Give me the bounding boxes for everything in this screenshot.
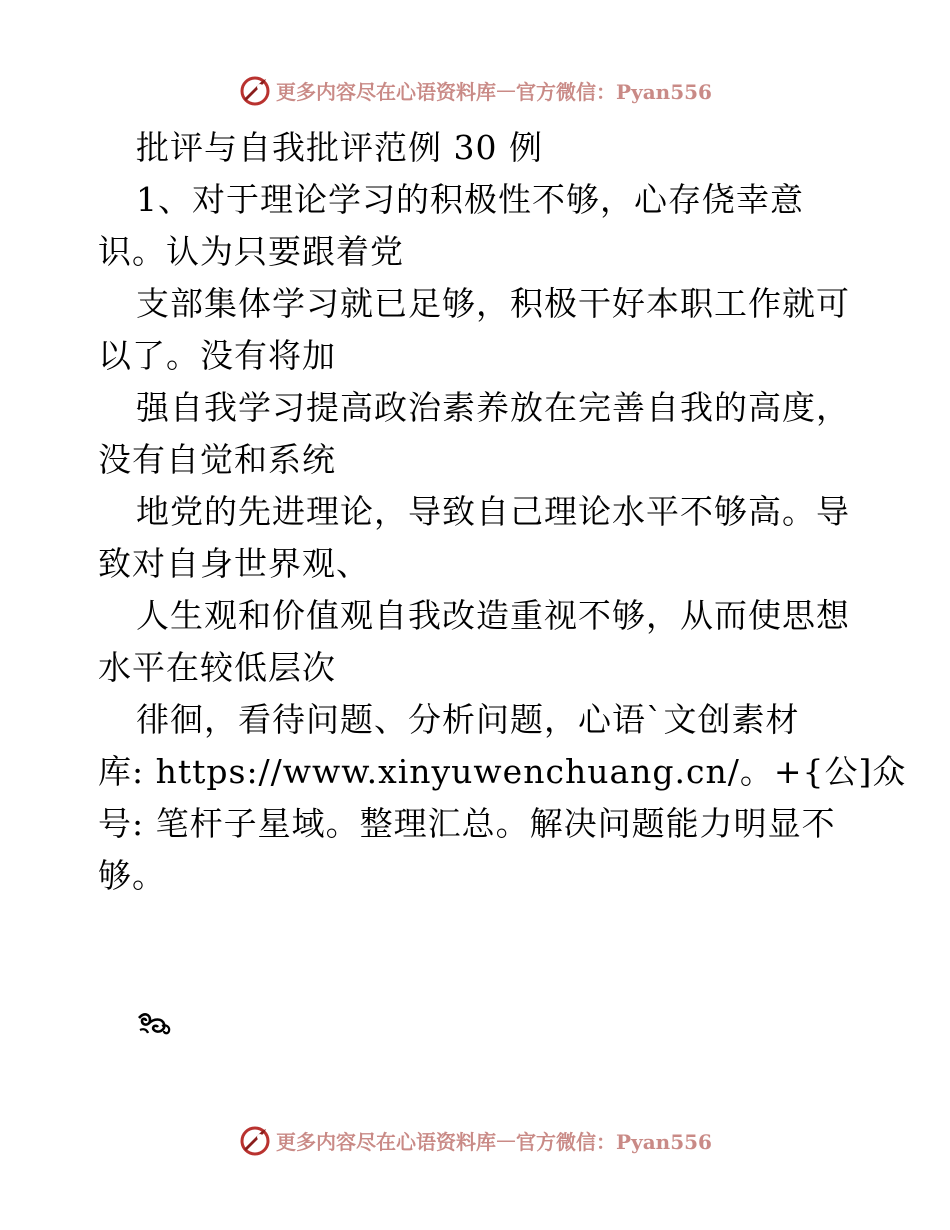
footer-banner bbox=[0, 1120, 950, 1160]
banner-dash: — bbox=[496, 1128, 517, 1152]
text-line: 徘徊，看待问题、分析问题，心语`文创素材 bbox=[136, 700, 800, 739]
banner-dash: — bbox=[496, 78, 517, 102]
text-line: 够。 bbox=[98, 856, 166, 895]
text-line: 人生观和价值观自我改造重视不够，从而使思想 bbox=[136, 596, 850, 635]
text-line: 以了。没有将加 bbox=[98, 336, 336, 375]
document-title: 批评与自我批评范例 30 例 bbox=[136, 128, 543, 167]
text-line: 地党的先进理论，导致自己理论水平不够高。导 bbox=[136, 492, 850, 531]
banner-main-text: 更多内容尽在心语资料库 bbox=[276, 1129, 497, 1154]
header-banner bbox=[0, 70, 950, 110]
banner-sub-text: 官方微信：Pyan556 bbox=[516, 79, 712, 104]
text-line: 1、对于理论学习的积极性不够，心存侥幸意 bbox=[136, 180, 804, 219]
text-line: 支部集体学习就已足够，积极干好本职工作就可 bbox=[136, 284, 850, 323]
document-body bbox=[98, 122, 907, 902]
text-line: 识。认为只要跟着党 bbox=[98, 232, 404, 271]
brush-circle-logo-icon bbox=[238, 1123, 272, 1157]
banner-sub-text: 官方微信：Pyan556 bbox=[516, 1129, 712, 1154]
brush-circle-logo-icon bbox=[238, 73, 272, 107]
text-line: 没有自觉和系统 bbox=[98, 440, 336, 479]
text-line: 强自我学习提高政治素养放在完善自我的高度， bbox=[136, 388, 850, 427]
banner-main-text: 更多内容尽在心语资料库 bbox=[276, 79, 497, 104]
fleuron-ornament-icon bbox=[136, 1010, 172, 1038]
text-line: 号: 笔杆子星域。整理汇总。解决问题能力明显不 bbox=[98, 804, 836, 843]
text-line: 水平在较低层次 bbox=[98, 648, 336, 687]
text-line: 库: https://www.xinyuwenchuang.cn/。+{公]众 bbox=[98, 752, 907, 791]
text-line: 致对自身世界观、 bbox=[98, 544, 370, 583]
